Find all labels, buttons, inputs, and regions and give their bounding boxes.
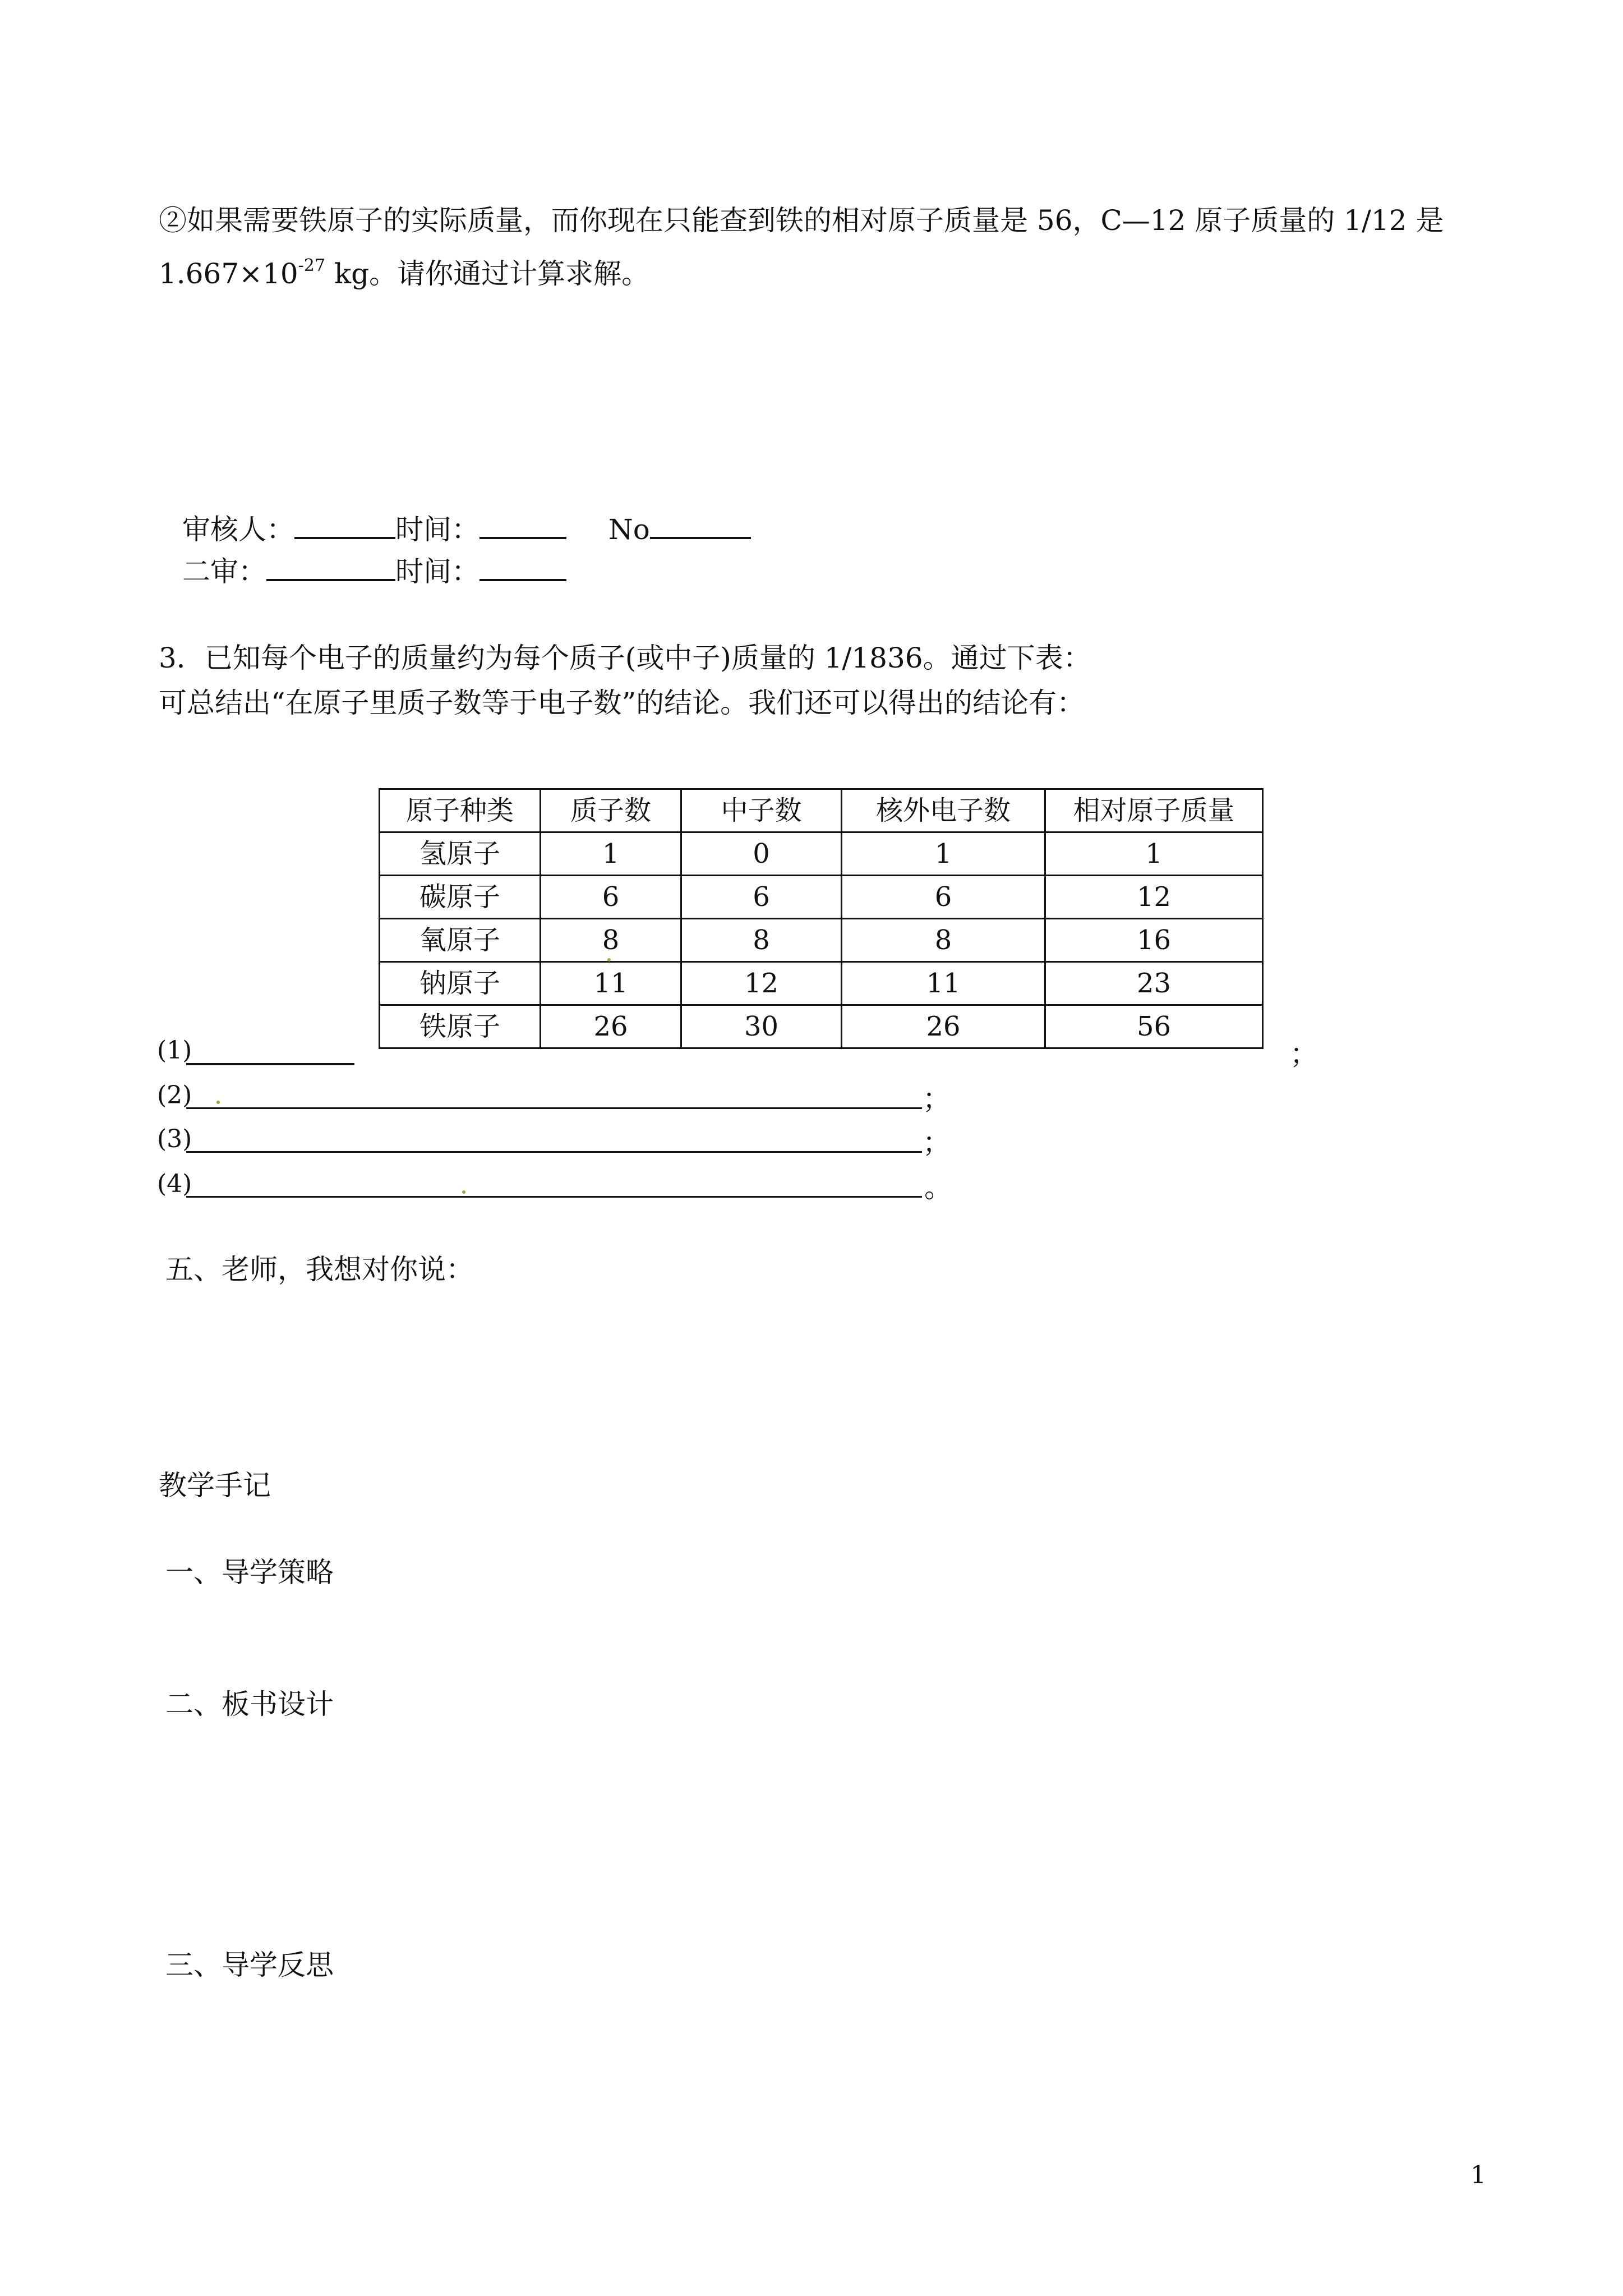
table-cell: 1	[842, 832, 1045, 876]
question2-value: 1.667×10	[159, 257, 298, 290]
question3-line2: 可总结出“在原子里质子数等于电子数”的结论。我们还可以得出的结论有：	[159, 687, 1085, 719]
decorative-mark	[216, 1101, 220, 1104]
table-cell: 30	[681, 1005, 842, 1048]
table-cell: 氧原子	[380, 919, 541, 962]
notes-item-board-design: 二、板书设计	[165, 1688, 334, 1720]
question2-line2	[159, 255, 649, 292]
answer4-end: 。	[924, 1171, 952, 1204]
review-line2	[182, 551, 566, 590]
table-header-cell: 中子数	[681, 789, 842, 832]
page-number: 1	[1470, 2161, 1486, 2189]
table-cell: 0	[681, 832, 842, 876]
table-cell: 6	[541, 876, 681, 919]
answer3-blank[interactable]	[186, 1151, 922, 1153]
table-cell: 12	[1045, 876, 1263, 919]
table-cell: 23	[1045, 962, 1263, 1005]
answer3-end: ；	[923, 1126, 951, 1159]
answer3-label: (3)	[157, 1125, 192, 1153]
answer2-label: (2)	[157, 1081, 192, 1110]
table-cell: 16	[1045, 919, 1263, 962]
time-label: 时间：	[395, 513, 479, 546]
table-header-cell: 原子种类	[380, 789, 541, 832]
table-cell: 6	[842, 876, 1045, 919]
second-review-blank[interactable]	[266, 551, 395, 581]
review-line1	[182, 509, 751, 548]
table-cell: 6	[681, 876, 842, 919]
notes-item-strategy: 一、导学策略	[165, 1556, 334, 1589]
no-blank[interactable]	[650, 509, 751, 539]
answer4-label: (4)	[157, 1170, 192, 1198]
question2-unit-text: kg。请你通过计算求解。	[325, 257, 650, 290]
table-cell: 56	[1045, 1005, 1263, 1048]
time-blank-2[interactable]	[479, 551, 566, 581]
decorative-mark	[607, 958, 611, 961]
table-cell: 26	[541, 1005, 681, 1048]
answer1-label: (1)	[157, 1036, 192, 1065]
table-header-row	[380, 789, 1263, 832]
table-cell: 8	[842, 919, 1045, 962]
table-row	[380, 832, 1263, 876]
atom-table	[379, 788, 1264, 1049]
table-cell: 1	[541, 832, 681, 876]
table-cell: 26	[842, 1005, 1045, 1048]
question2-exponent: -27	[298, 256, 325, 276]
table-row	[380, 876, 1263, 919]
table-cell: 11	[541, 962, 681, 1005]
notes-title: 教学手记	[159, 1469, 271, 1502]
answer4-blank[interactable]	[186, 1196, 922, 1198]
answer1-end: ；	[1290, 1038, 1318, 1070]
table-cell: 11	[842, 962, 1045, 1005]
table-cell: 碳原子	[380, 876, 541, 919]
table-cell: 氢原子	[380, 832, 541, 876]
answer2-end: ；	[923, 1083, 951, 1115]
no-label: No	[608, 513, 650, 546]
table-header-cell: 相对原子质量	[1045, 789, 1263, 832]
table-cell: 8	[681, 919, 842, 962]
table-cell: 12	[681, 962, 842, 1005]
answer2-blank[interactable]	[186, 1107, 922, 1109]
table-header-cell: 核外电子数	[842, 789, 1045, 832]
decorative-mark	[462, 1190, 465, 1194]
table-row	[380, 962, 1263, 1005]
question2-line1: ②如果需要铁原子的实际质量，而你现在只能查到铁的相对原子质量是 56，C—12 原子质量的 1/12 是	[159, 204, 1444, 237]
time-blank[interactable]	[479, 509, 566, 539]
table-row	[380, 919, 1263, 962]
table-cell: 钠原子	[380, 962, 541, 1005]
notes-item-reflection: 三、导学反思	[165, 1949, 334, 1981]
table-cell: 8	[541, 919, 681, 962]
second-review-label: 二审：	[182, 555, 266, 588]
reviewer-label: 审核人：	[182, 513, 294, 546]
table-cell: 1	[1045, 832, 1263, 876]
section5-heading: 五、老师，我想对你说：	[165, 1253, 474, 1286]
table-header-cell: 质子数	[541, 789, 681, 832]
reviewer-blank[interactable]	[294, 509, 395, 539]
time-label-2: 时间：	[395, 555, 479, 588]
table-row	[380, 1005, 1263, 1048]
table-cell: 铁原子	[380, 1005, 541, 1048]
question3-line1: 3．已知每个电子的质量约为每个质子(或中子)质量的 1/1836。通过下表：	[159, 642, 1091, 674]
answer1-blank[interactable]	[186, 1063, 354, 1065]
